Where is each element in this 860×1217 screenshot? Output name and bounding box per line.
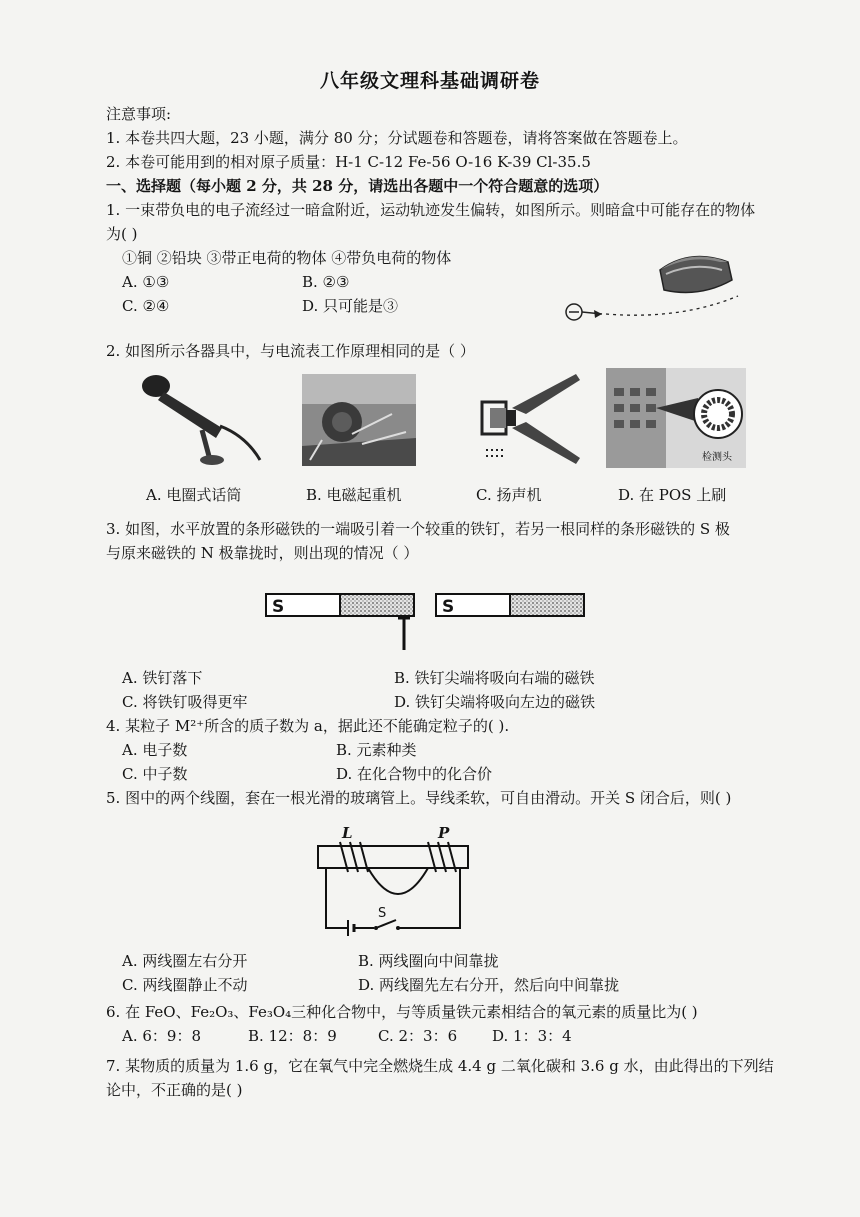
crane-magnet-icon — [302, 374, 416, 466]
q1-option-c: C. ②④ — [122, 297, 170, 315]
switch-s-icon — [374, 920, 400, 930]
q1-stem-line-1: 1. 一束带负电的电子流经过一暗盒附近，运动轨迹发生偏转，如图所示。则暗盒中可能存在的物体 — [106, 201, 756, 219]
q6-option-c: C. 2：3：6 — [378, 1027, 458, 1045]
q4-option-d: D. 在化合物中的化合价 — [336, 765, 493, 783]
q1-option-d: D. 只可能是③ — [302, 297, 399, 315]
q2-option-c: C. 扬声机 — [476, 486, 542, 504]
q3-stem-line-2: 与原来磁铁的 N 极靠拢时，则出现的情况（ ） — [106, 544, 419, 562]
battery-icon — [348, 920, 354, 936]
right-magnet-s-label: S — [442, 597, 455, 617]
q1-dark-box-figure — [560, 240, 750, 330]
q5-option-b: B. 两线圈向中间靠拢 — [358, 952, 499, 970]
q4-option-a: A. 电子数 — [122, 741, 188, 759]
coil-l-label: L — [342, 824, 353, 842]
section-1-heading: 一、选择题（每小题 2 分，共 28 分，请选出各题中一个符合题意的选项） — [106, 177, 609, 195]
q4-option-c: C. 中子数 — [122, 765, 188, 783]
q5-option-a: A. 两线圈左右分开 — [122, 952, 248, 970]
q6-option-b: B. 12：8：9 — [248, 1027, 337, 1045]
q3-option-c: C. 将铁钉吸得更牢 — [122, 693, 248, 711]
q1-items: ①铜 ②铅块 ③带正电荷的物体 ④带负电荷的物体 — [122, 249, 452, 267]
q4-option-b: B. 元素种类 — [336, 741, 417, 759]
q2-crane-photo — [302, 374, 416, 466]
q2-pos-photo — [606, 368, 746, 468]
q5-option-d: D. 两线圈先左右分开，然后向中间靠拢 — [358, 976, 620, 994]
q3-magnets-figure — [264, 590, 588, 656]
electron-icon — [566, 304, 582, 320]
q2-stem: 2. 如图所示各器具中，与电流表工作原理相同的是（ ） — [106, 342, 475, 360]
iron-nail-icon — [398, 616, 410, 650]
q1-stem-line-2: 为( ) — [106, 225, 138, 243]
notice-line-2: 2. 本卷可能用到的相对原子质量：H-1 C-12 Fe-56 O-16 K-39 Cl-35.5 — [106, 153, 591, 171]
q6-option-d: D. 1：3：4 — [492, 1027, 572, 1045]
dark-box-icon — [660, 257, 732, 293]
q3-option-a: A. 铁钉落下 — [122, 669, 203, 687]
left-magnet-s-label: S — [272, 597, 285, 617]
q2-option-d: D. 在 POS 上刷 — [618, 486, 727, 504]
q2-microphone-figure — [136, 368, 264, 468]
q5-stem: 5. 图中的两个线圈，套在一根光滑的玻璃管上。导线柔软，可自由滑动。开关 S 闭合后，则( ) — [106, 789, 732, 807]
switch-s-label: S — [378, 906, 387, 921]
q4-stem: 4. 某粒子 M²⁺所含的质子数为 a，据此还不能确定粒子的( ). — [106, 717, 510, 735]
page-title: 八年级文理科基础调研卷 — [319, 70, 540, 92]
q5-coils-figure — [312, 824, 474, 942]
q3-option-b: B. 铁钉尖端将吸向右端的磁铁 — [394, 669, 595, 687]
coil-p-label: P — [438, 824, 450, 842]
q6-option-a: A. 6：9：8 — [122, 1027, 201, 1045]
q1-option-b: B. ②③ — [302, 273, 350, 291]
left-magnet-icon — [266, 594, 414, 616]
q6-stem: 6. 在 FeO、Fe₂O₃、Fe₃O₄三种化合物中，与等质量铁元素相结合的氧元素的质量比为( ) — [106, 1003, 698, 1021]
glass-tube-icon — [318, 846, 468, 868]
q7-stem-line-2: 论中，不正确的是( ) — [106, 1081, 243, 1099]
q3-stem-line-1: 3. 如图，水平放置的条形磁铁的一端吸引着一个较重的铁钉，若另一根同样的条形磁铁的 S 极 — [106, 520, 730, 538]
q2-option-b: B. 电磁起重机 — [306, 486, 402, 504]
detection-head-label: 检测头 — [702, 452, 732, 463]
q3-option-d: D. 铁钉尖端将吸向左边的磁铁 — [394, 693, 596, 711]
notice-heading: 注意事项: — [106, 105, 172, 123]
q1-option-a: A. ①③ — [122, 273, 170, 291]
q5-option-c: C. 两线圈静止不动 — [122, 976, 248, 994]
notice-line-1: 1. 本卷共四大题，23 小题，满分 80 分；分试题卷和答题卷，请将答案做在答题卷上。 — [106, 129, 688, 147]
q2-speaker-figure — [476, 368, 586, 468]
q7-stem-line-1: 7. 某物质的质量为 1.6 g，它在氧气中完全燃烧生成 4.4 g 二氧化碳和 3.6 g 水，由此得出的下列结 — [106, 1057, 774, 1075]
q2-option-a: A. 电圈式话筒 — [146, 486, 242, 504]
right-magnet-icon — [436, 594, 584, 616]
